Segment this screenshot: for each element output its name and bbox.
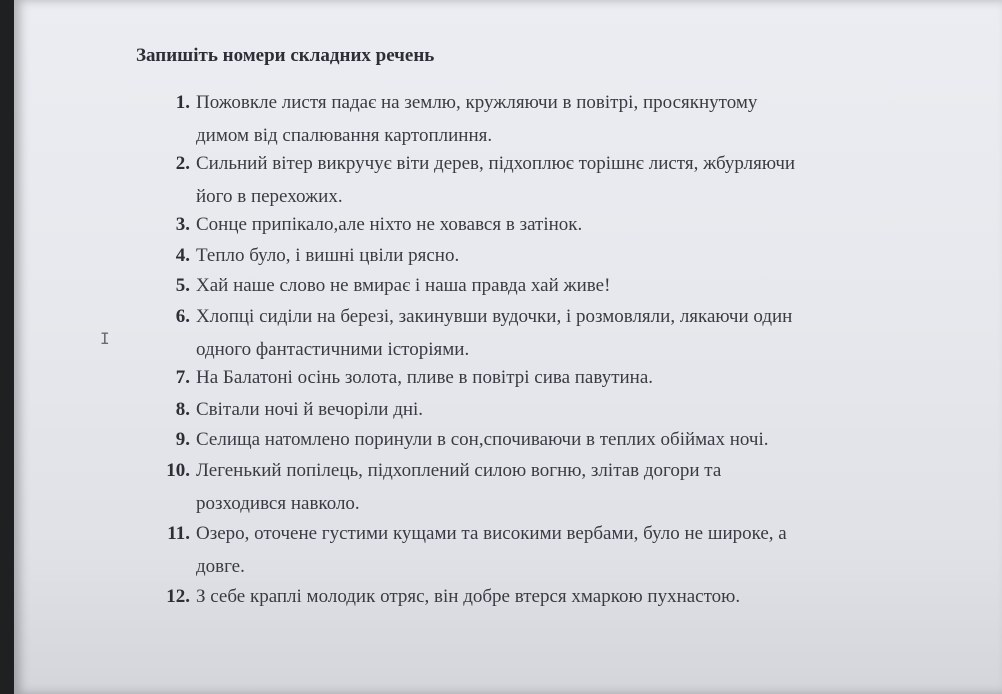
item-text: На Балатоні осінь золота, пливе в повітрі сива павутина.: [196, 367, 654, 388]
list-item: [166, 460, 722, 515]
page-title: Запишіть номери складних речень: [136, 45, 435, 66]
item-number: 11.: [167, 523, 190, 544]
item-number: 7.: [175, 367, 190, 388]
list-item: [175, 399, 424, 421]
text-cursor-icon: I: [100, 329, 110, 348]
item-text: Тепло було, і вишні цвіли рясно.: [196, 245, 460, 266]
item-text: довге.: [196, 556, 245, 577]
list-item: [175, 214, 583, 236]
item-number: 5.: [175, 275, 190, 296]
item-text: його в перехожих.: [196, 186, 343, 207]
item-text: Світали ночі й вечоріли дні.: [196, 399, 424, 420]
item-text: Хай наше слово не вмирає і наша правда хай живе!: [196, 275, 611, 296]
item-number: 6.: [175, 306, 190, 327]
list-item: [166, 586, 741, 608]
item-text: одного фантастичними історіями.: [196, 339, 470, 360]
list-item: [175, 275, 611, 297]
item-number: 8.: [175, 399, 190, 420]
item-number: 12.: [166, 586, 190, 607]
list-item: [175, 153, 796, 208]
item-number: 2.: [175, 153, 190, 174]
item-text: Селища натомлено поринули в сон,спочиваючи в теплих обіймах ночі.: [196, 429, 769, 450]
item-number: 10.: [166, 460, 190, 481]
document-page: [14, 0, 1002, 694]
item-number: 1.: [175, 92, 190, 113]
item-text: димом від спалювання картоплиння.: [196, 125, 493, 146]
item-text: Сонце припікало,але ніхто не ховався в затінок.: [196, 214, 583, 235]
item-number: 4.: [175, 245, 190, 266]
list-item: [175, 367, 654, 389]
item-number: 3.: [175, 214, 190, 235]
item-text: Озеро, оточене густими кущами та високими вербами, було не широке, а: [196, 523, 787, 544]
item-text: Хлопці сиділи на березі, закинувши вудочки, і розмовляли, лякаючи один: [196, 306, 793, 327]
item-text: розходився навколо.: [196, 493, 360, 514]
list-item: [175, 429, 769, 451]
item-text: З себе краплі молодик отряс, він добре втерся хмаркою пухнастою.: [196, 586, 741, 607]
item-text: Легенький попілець, підхоплений силою вогню, злітав догори та: [196, 460, 722, 481]
list-item: [175, 245, 460, 267]
item-text: Пожовкле листя падає на землю, кружляючи в повітрі, просякнутому: [196, 92, 758, 113]
item-number: 9.: [175, 429, 190, 450]
item-text: Сильний вітер викручує віти дерев, підхоплює торішнє листя, жбурляючи: [196, 153, 796, 174]
list-item: [175, 306, 793, 361]
list-item: [167, 523, 787, 578]
list-item: [175, 92, 758, 147]
